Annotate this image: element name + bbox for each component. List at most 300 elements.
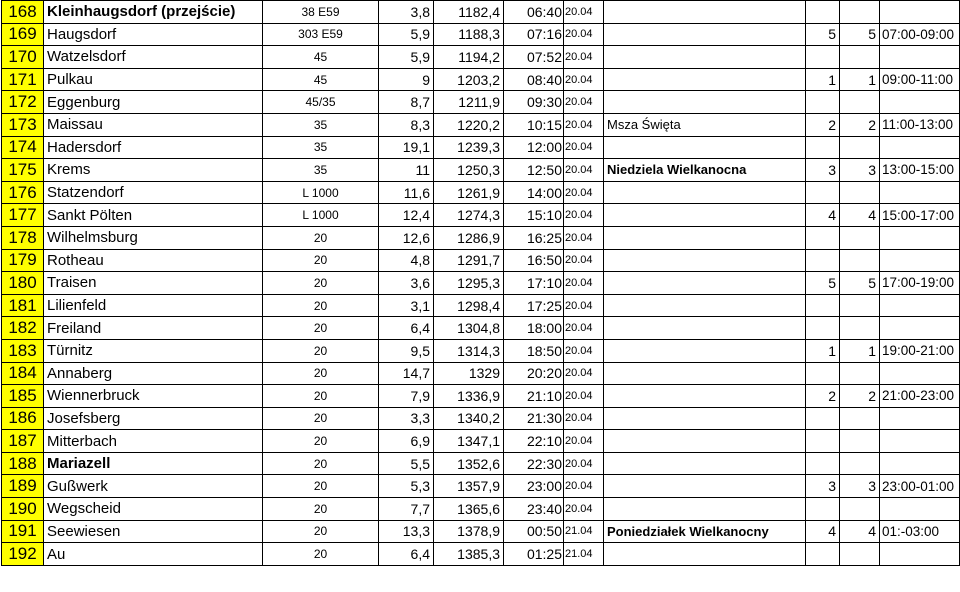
time-window [880, 407, 960, 430]
stage-distance: 7,7 [379, 498, 434, 521]
route-table-body [2, 1, 960, 566]
group-number-b [840, 46, 880, 69]
stage-number: 191 [2, 520, 44, 543]
table-row [2, 520, 960, 543]
place-name: Mariazell [44, 452, 263, 475]
total-distance: 1188,3 [434, 23, 504, 46]
stage-distance: 8,7 [379, 91, 434, 114]
group-number-a: 1 [806, 339, 840, 362]
group-number-a: 5 [806, 272, 840, 295]
arrival-time: 08:40 [504, 68, 564, 91]
stage-number: 183 [2, 339, 44, 362]
arrival-date: 20.04 [564, 430, 604, 453]
group-number-b: 1 [840, 339, 880, 362]
group-number-a [806, 294, 840, 317]
group-number-a: 2 [806, 385, 840, 408]
arrival-date: 20.04 [564, 317, 604, 340]
road-number: 45/35 [263, 91, 379, 114]
group-number-a: 4 [806, 520, 840, 543]
event-note [604, 272, 806, 295]
place-name: Watzelsdorf [44, 46, 263, 69]
table-row [2, 430, 960, 453]
place-name: Türnitz [44, 339, 263, 362]
stage-number: 190 [2, 498, 44, 521]
arrival-time: 22:30 [504, 452, 564, 475]
stage-number: 186 [2, 407, 44, 430]
road-number: 20 [263, 498, 379, 521]
road-number: 20 [263, 362, 379, 385]
group-number-b [840, 407, 880, 430]
stage-distance: 12,4 [379, 204, 434, 227]
road-number: 20 [263, 339, 379, 362]
arrival-time: 09:30 [504, 91, 564, 114]
total-distance: 1286,9 [434, 226, 504, 249]
stage-number: 178 [2, 226, 44, 249]
event-note [604, 68, 806, 91]
event-note [604, 543, 806, 566]
group-number-a: 4 [806, 204, 840, 227]
stage-number: 185 [2, 385, 44, 408]
place-name: Hadersdorf [44, 136, 263, 159]
stage-number: 179 [2, 249, 44, 272]
total-distance: 1298,4 [434, 294, 504, 317]
stage-number: 181 [2, 294, 44, 317]
arrival-date: 20.04 [564, 226, 604, 249]
arrival-date: 20.04 [564, 407, 604, 430]
arrival-time: 15:10 [504, 204, 564, 227]
event-note [604, 452, 806, 475]
arrival-time: 16:50 [504, 249, 564, 272]
event-note [604, 91, 806, 114]
stage-distance: 3,8 [379, 1, 434, 24]
event-note [604, 430, 806, 453]
group-number-b [840, 498, 880, 521]
arrival-date: 20.04 [564, 136, 604, 159]
total-distance: 1336,9 [434, 385, 504, 408]
stage-distance: 14,7 [379, 362, 434, 385]
group-number-a: 3 [806, 159, 840, 182]
event-note [604, 136, 806, 159]
event-note [604, 385, 806, 408]
total-distance: 1329 [434, 362, 504, 385]
road-number: 38 E59 [263, 1, 379, 24]
table-row [2, 407, 960, 430]
stage-distance: 11,6 [379, 181, 434, 204]
event-note [604, 407, 806, 430]
road-number: 20 [263, 475, 379, 498]
table-row [2, 46, 960, 69]
group-number-b: 4 [840, 204, 880, 227]
place-name: Traisen [44, 272, 263, 295]
place-name: Statzendorf [44, 181, 263, 204]
time-window [880, 136, 960, 159]
arrival-time: 17:25 [504, 294, 564, 317]
table-row [2, 362, 960, 385]
group-number-b [840, 249, 880, 272]
table-row [2, 136, 960, 159]
total-distance: 1295,3 [434, 272, 504, 295]
time-window [880, 46, 960, 69]
stage-number: 169 [2, 23, 44, 46]
group-number-b [840, 543, 880, 566]
group-number-a [806, 452, 840, 475]
place-name: Wegscheid [44, 498, 263, 521]
arrival-date: 20.04 [564, 91, 604, 114]
total-distance: 1378,9 [434, 520, 504, 543]
road-number: L 1000 [263, 181, 379, 204]
time-window [880, 91, 960, 114]
arrival-date: 20.04 [564, 249, 604, 272]
group-number-a [806, 430, 840, 453]
table-row [2, 452, 960, 475]
stage-distance: 7,9 [379, 385, 434, 408]
group-number-a [806, 91, 840, 114]
stage-number: 168 [2, 1, 44, 24]
place-name: Mitterbach [44, 430, 263, 453]
arrival-date: 20.04 [564, 181, 604, 204]
stage-number: 188 [2, 452, 44, 475]
event-note [604, 339, 806, 362]
time-window [880, 249, 960, 272]
road-number: L 1000 [263, 204, 379, 227]
road-number: 303 E59 [263, 23, 379, 46]
group-number-a [806, 543, 840, 566]
total-distance: 1304,8 [434, 317, 504, 340]
stage-number: 182 [2, 317, 44, 340]
total-distance: 1365,6 [434, 498, 504, 521]
time-window [880, 226, 960, 249]
stage-number: 173 [2, 113, 44, 136]
event-note [604, 249, 806, 272]
event-note [604, 362, 806, 385]
time-window [880, 362, 960, 385]
table-row [2, 543, 960, 566]
arrival-date: 20.04 [564, 46, 604, 69]
arrival-time: 10:15 [504, 113, 564, 136]
road-number: 35 [263, 113, 379, 136]
time-window [880, 1, 960, 24]
group-number-b [840, 317, 880, 340]
arrival-time: 23:40 [504, 498, 564, 521]
stage-distance: 3,6 [379, 272, 434, 295]
group-number-a [806, 407, 840, 430]
road-number: 20 [263, 249, 379, 272]
place-name: Freiland [44, 317, 263, 340]
event-note [604, 475, 806, 498]
event-note [604, 294, 806, 317]
stage-number: 184 [2, 362, 44, 385]
arrival-time: 00:50 [504, 520, 564, 543]
group-number-b [840, 294, 880, 317]
time-window [880, 317, 960, 340]
group-number-b [840, 1, 880, 24]
arrival-date: 20.04 [564, 498, 604, 521]
group-number-b: 5 [840, 23, 880, 46]
time-window: 21:00-23:00 [880, 385, 960, 408]
event-note: Poniedziałek Wielkanocny [604, 520, 806, 543]
arrival-date: 20.04 [564, 272, 604, 295]
stage-distance: 6,4 [379, 543, 434, 566]
arrival-date: 20.04 [564, 339, 604, 362]
arrival-date: 20.04 [564, 204, 604, 227]
total-distance: 1347,1 [434, 430, 504, 453]
arrival-time: 14:00 [504, 181, 564, 204]
stage-distance: 9 [379, 68, 434, 91]
group-number-b: 2 [840, 385, 880, 408]
stage-number: 177 [2, 204, 44, 227]
event-note [604, 46, 806, 69]
table-row [2, 385, 960, 408]
table-row [2, 159, 960, 182]
arrival-time: 07:16 [504, 23, 564, 46]
group-number-b [840, 91, 880, 114]
group-number-b: 5 [840, 272, 880, 295]
total-distance: 1291,7 [434, 249, 504, 272]
place-name: Wiennerbruck [44, 385, 263, 408]
road-number: 20 [263, 452, 379, 475]
stage-number: 174 [2, 136, 44, 159]
group-number-b: 1 [840, 68, 880, 91]
stage-distance: 8,3 [379, 113, 434, 136]
time-window [880, 543, 960, 566]
place-name: Sankt Pölten [44, 204, 263, 227]
place-name: Rotheau [44, 249, 263, 272]
group-number-a [806, 181, 840, 204]
group-number-a [806, 226, 840, 249]
event-note [604, 226, 806, 249]
total-distance: 1220,2 [434, 113, 504, 136]
total-distance: 1314,3 [434, 339, 504, 362]
stage-number: 171 [2, 68, 44, 91]
road-number: 20 [263, 407, 379, 430]
road-number: 35 [263, 159, 379, 182]
place-name: Maissau [44, 113, 263, 136]
table-row [2, 475, 960, 498]
time-window: 19:00-21:00 [880, 339, 960, 362]
time-window [880, 430, 960, 453]
total-distance: 1274,3 [434, 204, 504, 227]
road-number: 45 [263, 68, 379, 91]
place-name: Wilhelmsburg [44, 226, 263, 249]
stage-distance: 5,3 [379, 475, 434, 498]
event-note: Niedziela Wielkanocna [604, 159, 806, 182]
group-number-a: 3 [806, 475, 840, 498]
stage-distance: 4,8 [379, 249, 434, 272]
arrival-time: 20:20 [504, 362, 564, 385]
table-row [2, 498, 960, 521]
total-distance: 1250,3 [434, 159, 504, 182]
table-row [2, 181, 960, 204]
arrival-date: 20.04 [564, 294, 604, 317]
arrival-date: 20.04 [564, 1, 604, 24]
time-window: 07:00-09:00 [880, 23, 960, 46]
route-table [1, 0, 960, 566]
stage-number: 175 [2, 159, 44, 182]
total-distance: 1194,2 [434, 46, 504, 69]
event-note [604, 317, 806, 340]
total-distance: 1385,3 [434, 543, 504, 566]
total-distance: 1352,6 [434, 452, 504, 475]
arrival-time: 12:00 [504, 136, 564, 159]
road-number: 20 [263, 543, 379, 566]
table-row [2, 1, 960, 24]
road-number: 20 [263, 226, 379, 249]
place-name: Lilienfeld [44, 294, 263, 317]
group-number-b [840, 181, 880, 204]
place-name: Haugsdorf [44, 23, 263, 46]
road-number: 20 [263, 272, 379, 295]
stage-number: 192 [2, 543, 44, 566]
event-note [604, 181, 806, 204]
group-number-b [840, 452, 880, 475]
arrival-date: 20.04 [564, 23, 604, 46]
group-number-b: 2 [840, 113, 880, 136]
arrival-time: 21:30 [504, 407, 564, 430]
arrival-time: 23:00 [504, 475, 564, 498]
arrival-date: 20.04 [564, 362, 604, 385]
stage-distance: 3,1 [379, 294, 434, 317]
time-window [880, 452, 960, 475]
road-number: 20 [263, 430, 379, 453]
place-name: Seewiesen [44, 520, 263, 543]
group-number-a [806, 362, 840, 385]
arrival-time: 12:50 [504, 159, 564, 182]
time-window [880, 181, 960, 204]
stage-distance: 19,1 [379, 136, 434, 159]
arrival-date: 20.04 [564, 159, 604, 182]
stage-distance: 6,9 [379, 430, 434, 453]
total-distance: 1261,9 [434, 181, 504, 204]
group-number-a [806, 1, 840, 24]
group-number-a: 5 [806, 23, 840, 46]
arrival-time: 07:52 [504, 46, 564, 69]
road-number: 20 [263, 317, 379, 340]
stage-distance: 5,9 [379, 46, 434, 69]
place-name: Gußwerk [44, 475, 263, 498]
place-name: Eggenburg [44, 91, 263, 114]
stage-number: 180 [2, 272, 44, 295]
time-window: 11:00-13:00 [880, 113, 960, 136]
stage-distance: 11 [379, 159, 434, 182]
stage-distance: 9,5 [379, 339, 434, 362]
group-number-b [840, 136, 880, 159]
event-note [604, 498, 806, 521]
group-number-b [840, 362, 880, 385]
event-note [604, 1, 806, 24]
arrival-time: 22:10 [504, 430, 564, 453]
time-window: 15:00-17:00 [880, 204, 960, 227]
time-window: 13:00-15:00 [880, 159, 960, 182]
road-number: 20 [263, 520, 379, 543]
arrival-date: 20.04 [564, 475, 604, 498]
stage-number: 187 [2, 430, 44, 453]
arrival-time: 06:40 [504, 1, 564, 24]
stage-distance: 5,5 [379, 452, 434, 475]
table-row [2, 68, 960, 91]
group-number-a [806, 498, 840, 521]
place-name: Pulkau [44, 68, 263, 91]
time-window: 09:00-11:00 [880, 68, 960, 91]
group-number-b: 3 [840, 159, 880, 182]
stage-distance: 5,9 [379, 23, 434, 46]
table-row [2, 294, 960, 317]
table-row [2, 23, 960, 46]
group-number-a [806, 136, 840, 159]
road-number: 35 [263, 136, 379, 159]
arrival-time: 17:10 [504, 272, 564, 295]
total-distance: 1239,3 [434, 136, 504, 159]
place-name: Krems [44, 159, 263, 182]
arrival-time: 18:50 [504, 339, 564, 362]
table-row [2, 249, 960, 272]
place-name: Au [44, 543, 263, 566]
arrival-date: 21.04 [564, 543, 604, 566]
table-row [2, 339, 960, 362]
arrival-time: 21:10 [504, 385, 564, 408]
arrival-date: 21.04 [564, 520, 604, 543]
place-name: Kleinhaugsdorf (przejście) [44, 1, 263, 24]
stage-distance: 12,6 [379, 226, 434, 249]
arrival-time: 18:00 [504, 317, 564, 340]
arrival-date: 20.04 [564, 68, 604, 91]
group-number-b [840, 430, 880, 453]
group-number-a: 2 [806, 113, 840, 136]
time-window [880, 294, 960, 317]
group-number-b: 4 [840, 520, 880, 543]
time-window: 23:00-01:00 [880, 475, 960, 498]
time-window: 17:00-19:00 [880, 272, 960, 295]
arrival-date: 20.04 [564, 385, 604, 408]
event-note [604, 204, 806, 227]
arrival-time: 01:25 [504, 543, 564, 566]
stage-distance: 13,3 [379, 520, 434, 543]
arrival-date: 20.04 [564, 452, 604, 475]
total-distance: 1340,2 [434, 407, 504, 430]
total-distance: 1211,9 [434, 91, 504, 114]
stage-number: 189 [2, 475, 44, 498]
arrival-time: 16:25 [504, 226, 564, 249]
table-row [2, 113, 960, 136]
group-number-b [840, 226, 880, 249]
stage-number: 170 [2, 46, 44, 69]
time-window: 01:-03:00 [880, 520, 960, 543]
table-row [2, 226, 960, 249]
total-distance: 1203,2 [434, 68, 504, 91]
time-window [880, 498, 960, 521]
place-name: Josefsberg [44, 407, 263, 430]
group-number-a [806, 249, 840, 272]
stage-number: 172 [2, 91, 44, 114]
stage-distance: 3,3 [379, 407, 434, 430]
table-row [2, 204, 960, 227]
stage-number: 176 [2, 181, 44, 204]
event-note: Msza Święta [604, 113, 806, 136]
group-number-a [806, 317, 840, 340]
road-number: 20 [263, 294, 379, 317]
road-number: 45 [263, 46, 379, 69]
table-row [2, 317, 960, 340]
road-number: 20 [263, 385, 379, 408]
place-name: Annaberg [44, 362, 263, 385]
event-note [604, 23, 806, 46]
table-row [2, 91, 960, 114]
group-number-b: 3 [840, 475, 880, 498]
table-row [2, 272, 960, 295]
total-distance: 1182,4 [434, 1, 504, 24]
group-number-a: 1 [806, 68, 840, 91]
group-number-a [806, 46, 840, 69]
total-distance: 1357,9 [434, 475, 504, 498]
